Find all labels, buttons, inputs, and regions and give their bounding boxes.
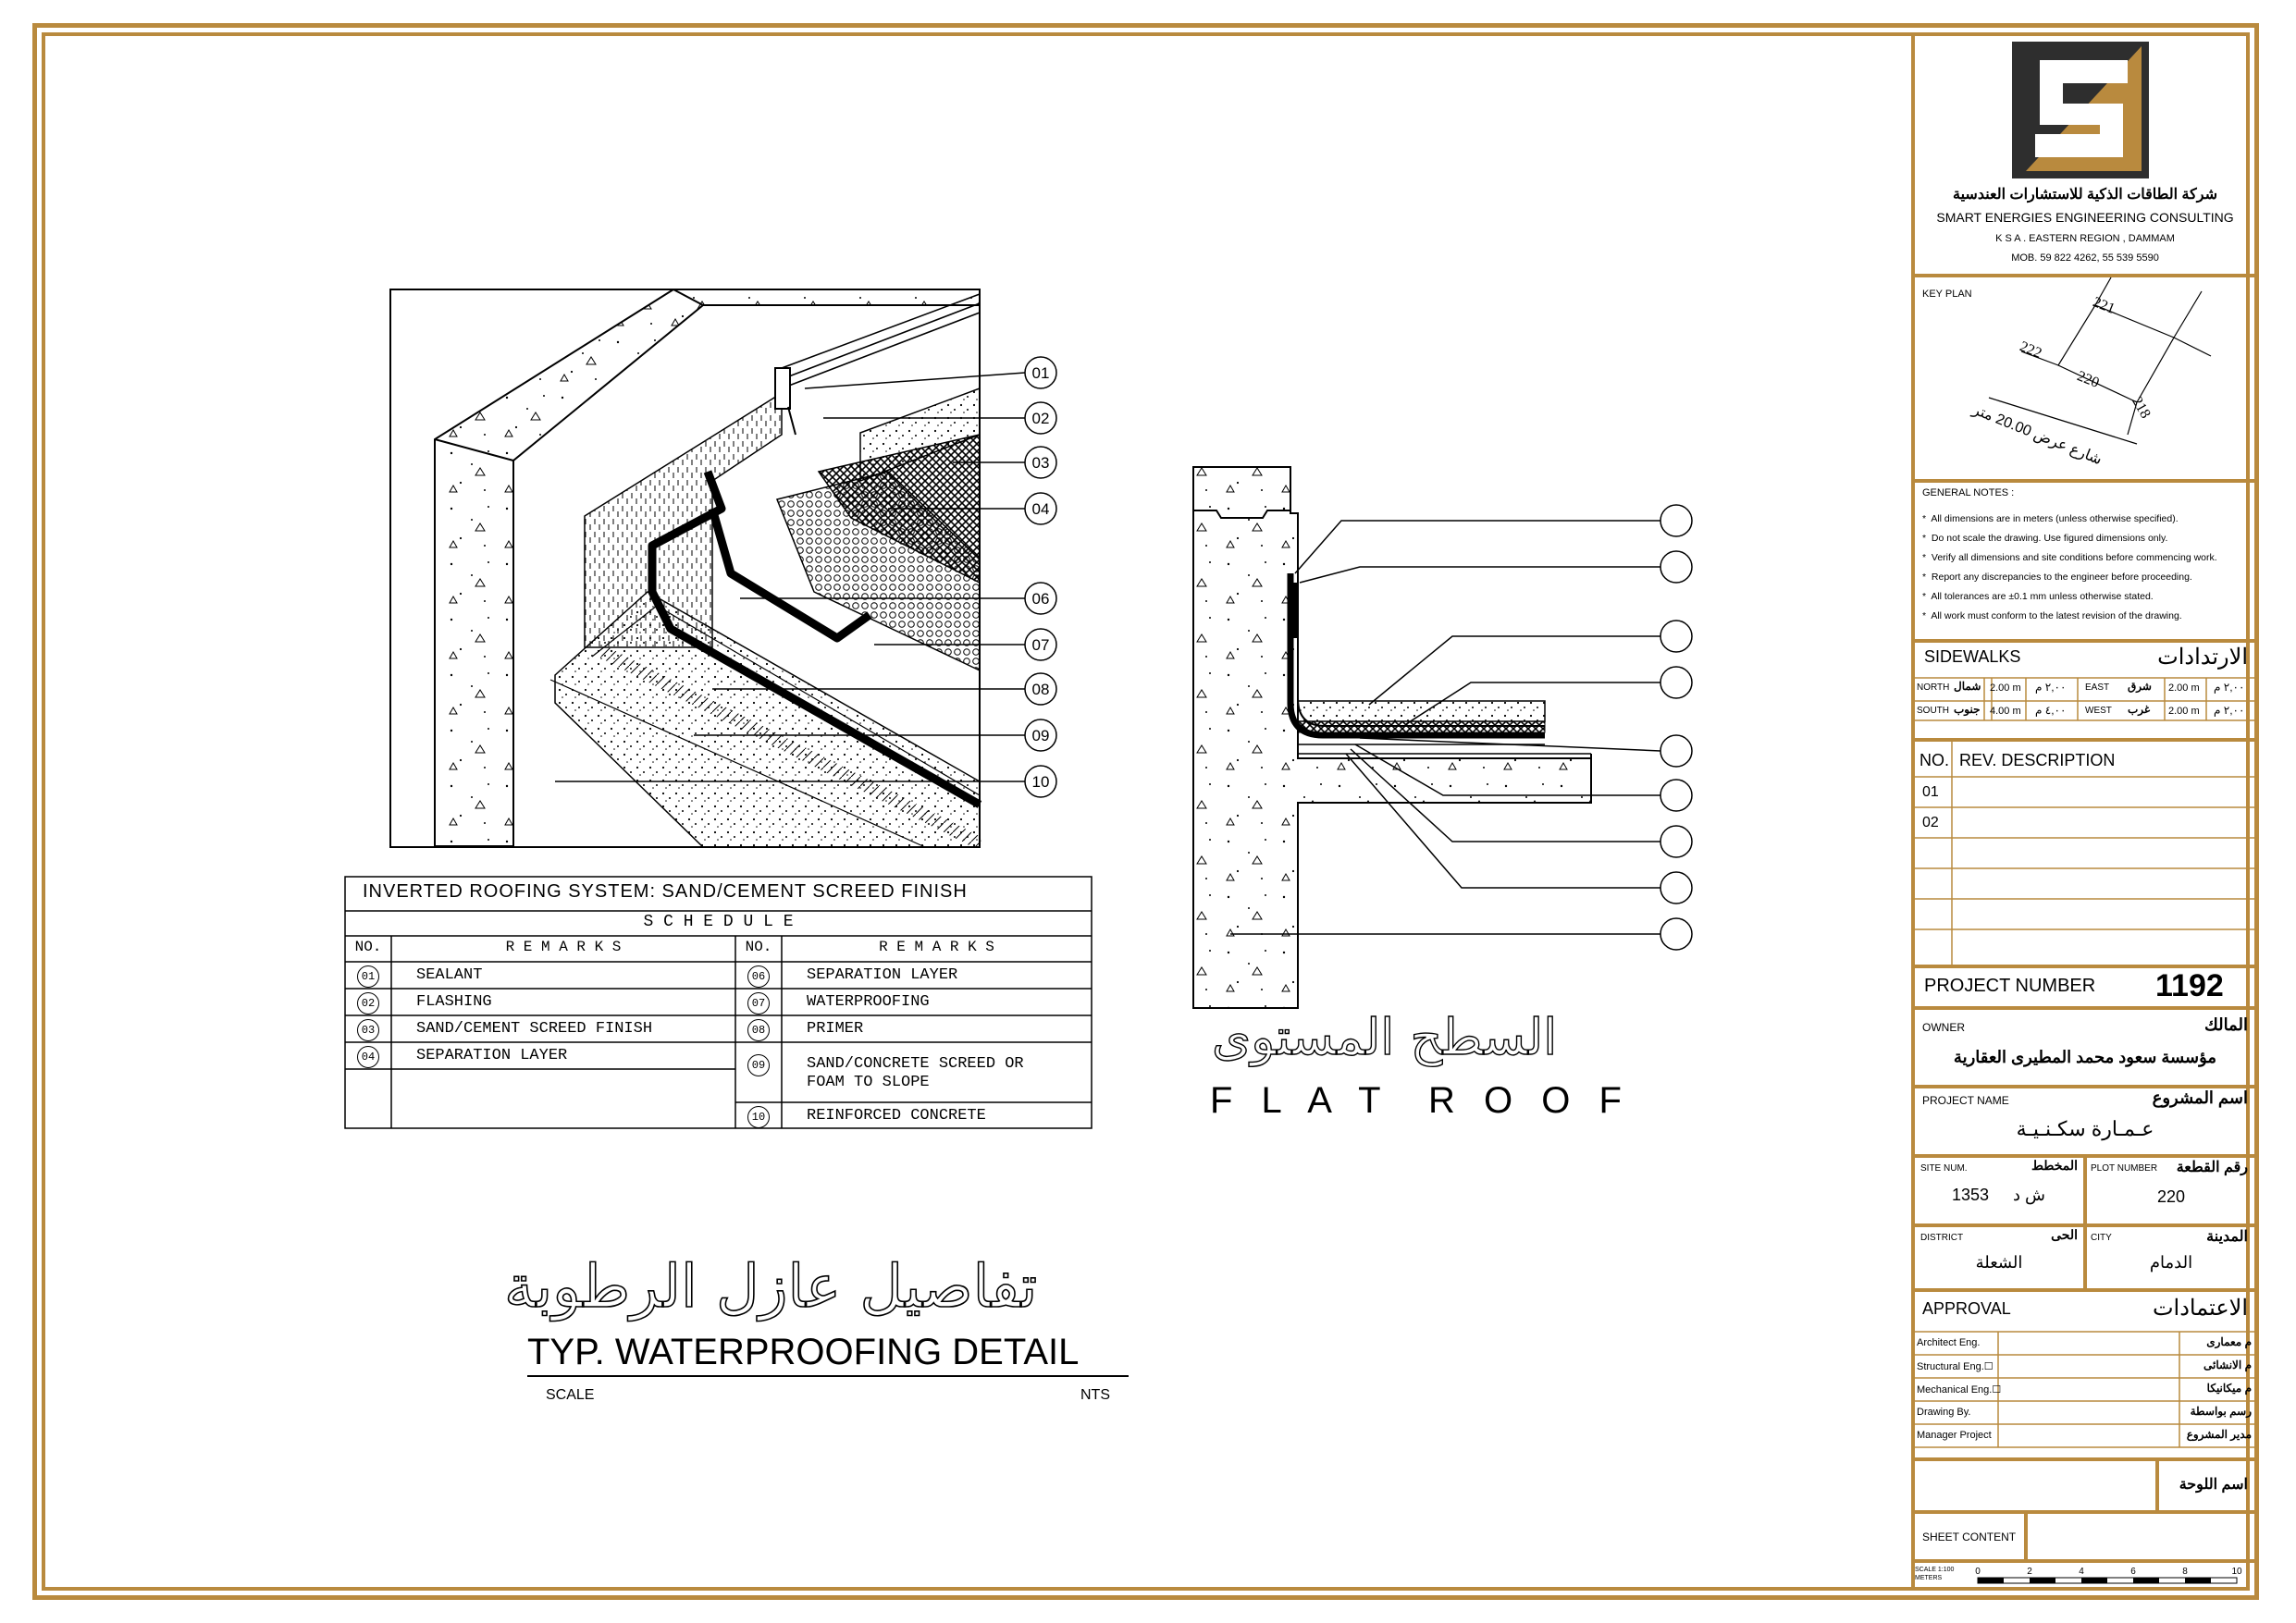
sidewalk-dir-south-ar: جنوب: [1954, 703, 1981, 716]
sidewalk-dir-north: NORTH: [1917, 682, 1950, 693]
sidewalk-value-north: 2.00 m: [1990, 682, 2021, 694]
district-name: الشعلة: [1975, 1253, 2023, 1272]
district-label-ar: الحى: [2051, 1227, 2078, 1242]
approval-role-ar: رسم بواسطة: [2190, 1405, 2252, 1418]
approval-role-en: Architect Eng.: [1917, 1337, 1981, 1348]
scale-tick-label: 2: [2027, 1567, 2032, 1577]
schedule-item-number: 01: [357, 965, 379, 988]
plot-number: 220: [2156, 1187, 2186, 1206]
schedule-col-remarks: R E M A R K S: [879, 939, 994, 955]
callout-bubble-empty: [1660, 505, 1692, 536]
city-name: الدمام: [2149, 1253, 2193, 1272]
site-code: ش د: [2013, 1186, 2045, 1204]
flat-roof-section: [1193, 467, 1591, 1008]
city-label-ar: المدينة: [2206, 1229, 2248, 1245]
callout-bubble-empty: [1660, 735, 1692, 767]
callout-bubble-empty: [1660, 551, 1692, 583]
schedule-item-number: 04: [357, 1046, 379, 1068]
callout-number: 06: [1031, 590, 1050, 608]
approval-role-en: Structural Eng.☐: [1917, 1361, 1994, 1372]
approval-role-en: Mechanical Eng.☐: [1917, 1384, 2002, 1396]
general-note: * Do not scale the drawing. Use figured dimensions only.: [1922, 533, 2168, 544]
site-label-ar: المخطط: [2031, 1158, 2078, 1173]
schedule-item-remark: PRIMER: [807, 1020, 864, 1038]
scale-tick-label: 4: [2079, 1567, 2084, 1577]
detail-title-ar: تفاصيل عازل الرطوبة: [504, 1253, 1038, 1322]
callout-bubble-empty: [1660, 872, 1692, 904]
owner-label-en: OWNER: [1922, 1021, 1965, 1034]
company-mobile: MOB. 59 822 4262, 55 539 5590: [2011, 252, 2159, 264]
schedule-item-number: 03: [357, 1019, 379, 1041]
sidewalk-dir-south: SOUTH: [1917, 706, 1949, 716]
scale-bar: [1969, 1563, 2246, 1589]
sidewalk-dir-west-ar: غرب: [2128, 703, 2151, 716]
general-note: * All tolerances are ±0.1 mm unless otherwise stated.: [1922, 591, 2154, 602]
sidewalk-dir-north-ar: شمال: [1954, 680, 1981, 693]
site-label-en: SITE NUM.: [1920, 1163, 1968, 1174]
district-label-en: DISTRICT: [1920, 1233, 1964, 1243]
callout-number: 10: [1031, 773, 1050, 791]
callout-bubble-empty: [1660, 826, 1692, 857]
schedule-col-remarks: R E M A R K S: [505, 939, 622, 955]
sidewalks-title-en: SIDEWALKS: [1924, 647, 2021, 666]
flat-roof-title-ar: السطح المستوى: [1212, 1008, 1558, 1066]
title-block: [1913, 32, 2257, 1591]
project-name-label-en: PROJECT NAME: [1922, 1094, 2009, 1107]
schedule-title: INVERTED ROOFING SYSTEM: SAND/CEMENT SCREED FINISH: [363, 881, 968, 902]
company-logo: [2012, 42, 2149, 178]
sidewalk-value-south-ar: ٤,٠٠ م: [2035, 704, 2067, 717]
schedule-subtitle: S C H E D U L E: [643, 913, 794, 931]
key-plan-street: شارع عرض 20.00 متر: [1970, 401, 2105, 469]
plot-label-ar: رقم القطعة: [2176, 1160, 2248, 1175]
project-name-label-ar: اسم المشروع: [2152, 1088, 2248, 1107]
general-note: * All work must conform to the latest revision of the drawing.: [1922, 610, 2182, 621]
callout-bubble-empty: [1660, 667, 1692, 698]
callout-number: 02: [1031, 410, 1050, 427]
key-plan-plot-222: 222: [2017, 338, 2044, 362]
sidewalk-value-west: 2.00 m: [2168, 706, 2200, 717]
sidewalks-title-ar: الارتدادات: [2157, 645, 2248, 670]
general-note: * Verify all dimensions and site conditions before commencing work.: [1922, 552, 2217, 563]
schedule-item-remark: FLASHING: [416, 993, 492, 1011]
owner-name: مؤسسة سعود محمد المطيرى العقارية: [1953, 1048, 2217, 1066]
sidewalk-dir-east: EAST: [2085, 682, 2110, 693]
key-plan-plot-221: 221: [2090, 294, 2117, 317]
revision-col-description: REV. DESCRIPTION: [1959, 751, 2116, 769]
sidewalk-value-east: 2.00 m: [2168, 682, 2200, 694]
company-name-ar: شركة الطاقات الذكية للاستشارات العندسية: [1953, 187, 2217, 203]
sidewalk-value-west-ar: ٢,٠٠ م: [2214, 704, 2245, 717]
waterproofing-isometric-detail: [390, 289, 980, 847]
callout-bubble-empty: [1660, 621, 1692, 652]
callout-number: 03: [1031, 454, 1050, 472]
revision-col-no: NO.: [1920, 751, 1950, 769]
schedule-item-remark: SEALANT: [416, 966, 483, 984]
sidewalk-dir-west: WEST: [2085, 706, 2112, 716]
key-plan-plot-220: 220: [2074, 368, 2102, 391]
project-number-label: PROJECT NUMBER: [1924, 976, 2096, 996]
company-name-en: SMART ENERGIES ENGINEERING CONSULTING: [1936, 210, 2234, 225]
schedule-item-number: 06: [747, 965, 770, 988]
revision-row-no: 02: [1922, 815, 1939, 830]
detail-scale-value: NTS: [1080, 1387, 1110, 1403]
callout-number: 08: [1031, 681, 1050, 698]
schedule-item-remark: REINFORCED CONCRETE: [807, 1107, 986, 1125]
plot-label-en: PLOT NUMBER: [2091, 1163, 2158, 1174]
sidewalk-value-south: 4.00 m: [1990, 706, 2021, 717]
scale-tick-label: 10: [2231, 1567, 2242, 1577]
schedule-item-remark: SAND/CONCRETE SCREED OR FOAM TO SLOPE: [807, 1055, 1024, 1091]
sheet-content-label: SHEET CONTENT: [1922, 1531, 2017, 1543]
approval-role-en: Drawing By.: [1917, 1407, 1971, 1418]
scale-tick-label: 8: [2182, 1567, 2188, 1577]
schedule-item-remark: SAND/CEMENT SCREED FINISH: [416, 1020, 653, 1038]
key-plan-plot-218: 218: [2129, 394, 2154, 422]
general-note: * All dimensions are in meters (unless otherwise specified).: [1922, 513, 2179, 524]
sidewalk-dir-east-ar: شرق: [2128, 680, 2152, 693]
approval-role-ar: مدير المشروع: [2186, 1428, 2252, 1441]
sidewalk-value-east-ar: ٢,٠٠ م: [2214, 681, 2245, 694]
city-label-en: CITY: [2091, 1233, 2112, 1243]
approval-role-en: Manager Project: [1917, 1430, 1992, 1441]
scale-tick-label: 6: [2130, 1567, 2136, 1577]
flat-roof-title-en: F L A T R O O F: [1210, 1080, 1631, 1121]
project-number: 1192: [2155, 968, 2224, 1003]
general-notes-title: GENERAL NOTES :: [1922, 487, 2015, 498]
schedule-item-number: 02: [357, 992, 379, 1014]
sheet-name-label-ar: اسم اللوحة: [2179, 1477, 2248, 1493]
approval-role-ar: م الانشائى: [2203, 1359, 2252, 1371]
general-note: * Report any discrepancies to the engineer before proceeding.: [1922, 572, 2192, 583]
flat-roof-callouts: [1660, 505, 1692, 950]
callout-number: 09: [1031, 727, 1050, 744]
project-name: عـمـارة سكـنـيـة: [2016, 1117, 2154, 1140]
revision-row-no: 01: [1922, 784, 1939, 800]
callout-bubble-empty: [1660, 780, 1692, 811]
approval-title-ar: الاعتمادات: [2152, 1296, 2248, 1321]
scale-tick-label: 0: [1975, 1567, 1981, 1577]
general-notes-list: [1922, 510, 2217, 626]
callout-bubble-empty: [1660, 918, 1692, 950]
schedule-item-remark: SEPARATION LAYER: [807, 966, 958, 984]
schedule-item-number: 10: [747, 1106, 770, 1128]
approval-role-ar: م ميكانيكا: [2206, 1382, 2252, 1395]
key-plan-label: KEY PLAN: [1922, 289, 1972, 300]
detail-title-en: TYP. WATERPROOFING DETAIL: [527, 1332, 1129, 1377]
scale-bar-label: SCALE 1:100 METERS: [1915, 1567, 1955, 1581]
callout-number: 01: [1031, 364, 1050, 382]
isometric-callouts: [1025, 357, 1056, 797]
owner-label-ar: المالك: [2203, 1015, 2248, 1034]
schedule-item-number: 09: [747, 1054, 770, 1076]
detail-scale-label: SCALE: [546, 1387, 595, 1403]
schedule-col-no: NO.: [745, 939, 772, 955]
site-number: 1353: [1952, 1186, 1990, 1204]
schedule-item-number: 08: [747, 1019, 770, 1041]
schedule-item-remark: WATERPROOFING: [807, 993, 930, 1011]
schedule-item-number: 07: [747, 992, 770, 1014]
schedule-col-no: NO.: [354, 939, 382, 955]
sidewalk-value-north-ar: ٢,٠٠ م: [2035, 681, 2067, 694]
callout-number: 04: [1031, 500, 1050, 518]
company-location: K S A . EASTERN REGION , DAMMAM: [1995, 233, 2175, 244]
callout-number: 07: [1031, 636, 1050, 654]
approval-role-ar: م معمارى: [2206, 1335, 2252, 1348]
approval-title-en: APPROVAL: [1922, 1299, 2011, 1318]
schedule-item-remark: SEPARATION LAYER: [416, 1047, 568, 1064]
